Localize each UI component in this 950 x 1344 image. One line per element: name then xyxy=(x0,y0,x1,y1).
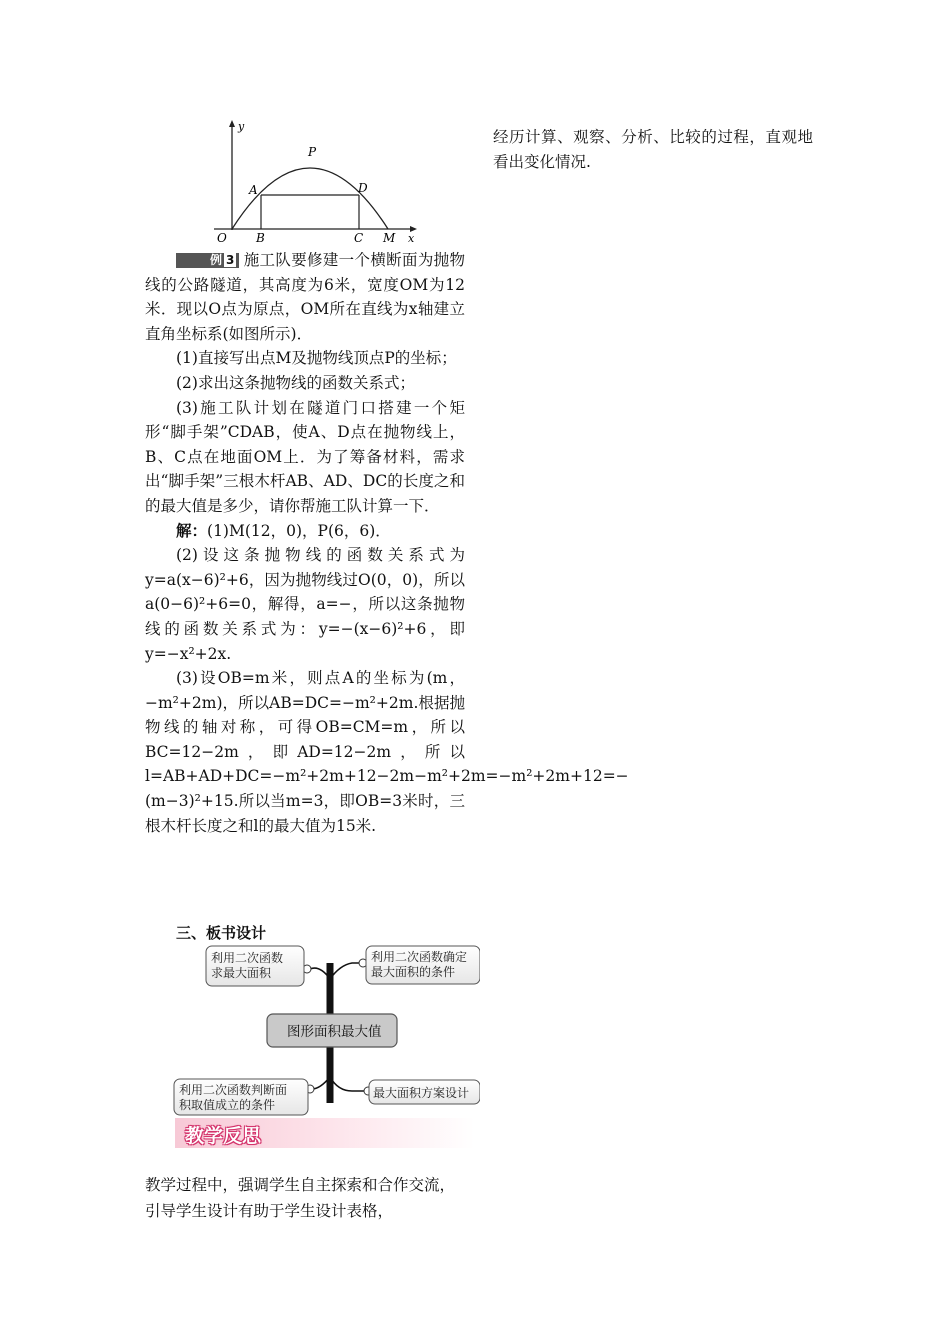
box-top-left-line-1: 利用二次函数 xyxy=(211,951,284,965)
left-column xyxy=(145,248,629,838)
example-intro-paragraph xyxy=(145,248,465,346)
parabola-figure xyxy=(200,118,430,248)
label-m: M xyxy=(383,231,396,245)
branch-top-right xyxy=(330,963,363,979)
solution-1: (1)M(12，0)，P(6，6)． xyxy=(207,521,391,540)
box-top-right-line-2: 最大面积的条件 xyxy=(371,965,456,979)
box-bottom-left-line-2: 积取值成立的条件 xyxy=(179,1098,276,1112)
example-tag: 例 3 xyxy=(176,253,239,268)
right-column xyxy=(493,125,813,174)
box-top-left-line-2: 求最大面积 xyxy=(211,966,272,980)
solution-1-paragraph xyxy=(145,519,465,544)
label-b: B xyxy=(256,231,265,245)
label-o: O xyxy=(217,231,227,245)
branch-bottom-right xyxy=(330,1077,368,1091)
right-column-text: 经历计算、观察、分析、比较的过程，直观地看出变化情况. xyxy=(493,128,813,171)
section-title: 三、板书设计 xyxy=(176,924,267,942)
label-c: C xyxy=(354,231,364,245)
question-3: (3)施工队计划在隧道门口搭建一个矩形“脚手架”CDAB，使A、D点在抛物线上，B、C点在地面OM上．为了筹备材料，需求出“脚手架”三根木杆AB、AD、DC的长度之和的最大值是多少，请你帮施工队计算一下． xyxy=(145,398,465,515)
question-1: (1)直接写出点M及抛物线顶点P的坐标； xyxy=(176,349,457,368)
label-p: P xyxy=(308,145,317,159)
closing-paragraph: 教学过程中，强调学生自主探索和合作交流，引导学生设计有助于学生设计表格， xyxy=(145,1176,456,1220)
example-intro: 施工队要修建一个横断面为抛物线的公路隧道，其高度为6米，宽度OM为12米．现以O点为原点，OM所在直线为x轴建立直角坐标系(如图所示)． xyxy=(145,251,465,343)
board-design-mindmap xyxy=(170,943,480,1118)
label-d: D xyxy=(358,181,368,195)
banner-title: 教学反思 xyxy=(185,1125,262,1147)
label-y: y xyxy=(238,120,245,133)
label-a: A xyxy=(249,183,258,197)
solution-3: (3)设OB=m米，则点A的坐标为(m，−m²+2m)，所以AB=DC=−m²+2m.根据抛物线的轴对称，可得OB=CM=m，所以BC=12−2m，即AD=12−2m，所以l=AB+AD+DC=−m²+2m+12−2m−m²+2m=−m²+2m+12=−(m−3)²+15.所以当m=3，即OB=3米时，三根木杆长度之和l的最大值为15米. xyxy=(145,669,629,835)
box-bottom-right-label: 最大面积方案设计 xyxy=(373,1086,470,1100)
box-center-label: 图形面积最大值 xyxy=(287,1024,382,1040)
parabola-curve xyxy=(232,168,388,229)
solution-2: (2)设这条抛物线的函数关系式为y=a(x−6)²+6，因为抛物线过O(0，0)，所以a(0−6)²+6=0，解得，a=−，所以这条抛物线的函数关系式为：y=−(x−6)²+6，即y=−x²+2x. xyxy=(145,546,465,663)
y-axis-arrow xyxy=(229,120,235,127)
label-x: x xyxy=(408,232,415,245)
teaching-reflection-banner xyxy=(175,1118,475,1148)
box-top-right-line-1: 利用二次函数确定 xyxy=(371,950,468,964)
solution-label: 解： xyxy=(176,520,208,540)
box-bottom-left-line-1: 利用二次函数判断面 xyxy=(179,1083,288,1097)
question-2: (2)求出这条抛物线的函数关系式； xyxy=(176,373,415,392)
